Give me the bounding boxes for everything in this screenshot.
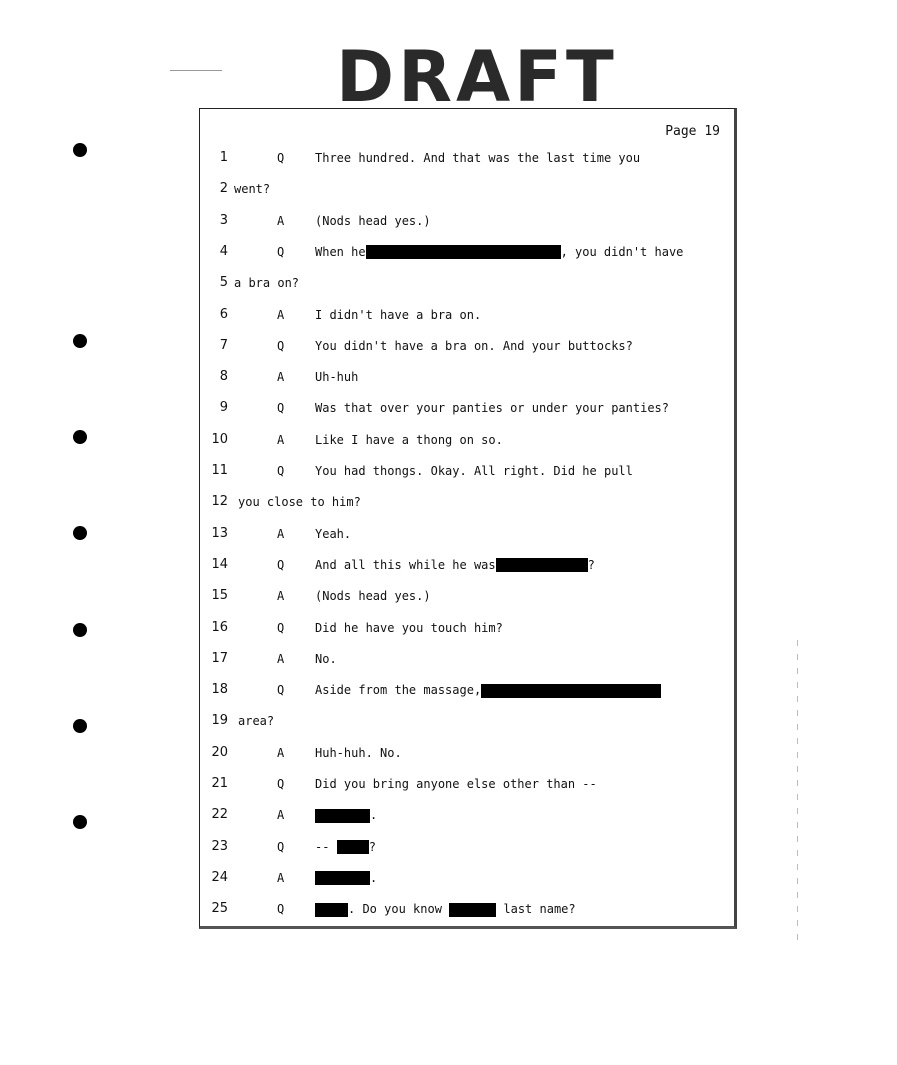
transcript-line — [200, 807, 720, 823]
transcript-line — [200, 713, 720, 729]
speaker-label: Q — [277, 839, 285, 854]
transcript-line — [200, 494, 720, 510]
line-number: 16 — [211, 619, 228, 635]
line-number: 24 — [211, 869, 228, 885]
transcript-line — [200, 400, 720, 416]
scan-edge-marks — [797, 640, 798, 940]
transcript-line — [200, 307, 720, 323]
speaker-label: A — [277, 432, 285, 447]
redaction-box — [315, 903, 348, 917]
speaker-label: A — [277, 213, 285, 228]
transcript-line — [200, 213, 720, 229]
transcript-line — [200, 557, 720, 573]
transcript-line — [200, 620, 720, 636]
speaker-label: Q — [277, 777, 285, 791]
transcript-line — [200, 588, 720, 604]
speaker-label: A — [277, 745, 285, 760]
line-number: 5 — [219, 275, 228, 291]
transcript-line — [200, 526, 720, 542]
binder-hole — [73, 334, 87, 348]
line-number: 10 — [211, 431, 228, 447]
binder-hole — [73, 430, 87, 444]
scan-mark — [170, 70, 222, 71]
redaction-box — [496, 558, 588, 572]
line-text: Yeah. — [315, 526, 352, 541]
redaction-box — [366, 245, 561, 259]
line-text: . — [315, 870, 377, 886]
line-number: 23 — [211, 838, 228, 854]
line-text: No. — [315, 651, 337, 666]
line-number: 1 — [219, 150, 228, 165]
line-number: 12 — [211, 494, 228, 510]
speaker-label: Q — [277, 401, 285, 416]
line-text: -- ? — [315, 839, 376, 854]
transcript-line — [200, 745, 720, 761]
line-number: 22 — [211, 807, 228, 823]
line-number: 2 — [219, 181, 228, 197]
transcript-line — [200, 432, 720, 448]
line-text: Three hundred. And that was the last time you — [315, 151, 641, 165]
line-number: 18 — [211, 682, 228, 698]
line-number: 13 — [211, 525, 228, 541]
line-text: I didn't have a bra on. — [315, 307, 482, 322]
line-number: 19 — [211, 713, 228, 729]
line-text: . — [315, 807, 377, 823]
transcript-line — [200, 682, 720, 698]
line-number: 21 — [211, 776, 228, 791]
line-number: 11 — [211, 463, 228, 478]
line-number: 9 — [219, 400, 228, 416]
transcript-page — [199, 108, 737, 929]
line-number: 14 — [211, 556, 228, 572]
line-text: went? — [234, 182, 271, 197]
transcript-line — [200, 369, 720, 385]
speaker-label: A — [277, 526, 285, 541]
line-text: When he , you didn't have — [315, 244, 684, 259]
line-text: You had thongs. Okay. All right. Did he pull — [315, 464, 633, 478]
transcript-line — [200, 275, 720, 291]
speaker-label: Q — [277, 244, 285, 259]
speaker-label: A — [277, 651, 285, 666]
binder-hole — [73, 719, 87, 733]
line-text: Aside from the massage, — [315, 682, 661, 698]
line-text: Huh-huh. No. — [315, 745, 402, 760]
line-number: 4 — [219, 243, 228, 259]
binder-hole — [73, 623, 87, 637]
transcript-line — [200, 463, 720, 479]
line-text: And all this while he was ? — [315, 557, 595, 572]
line-text: area? — [238, 714, 275, 729]
speaker-label: Q — [277, 338, 285, 353]
line-text: a bra on? — [234, 276, 300, 291]
speaker-label: Q — [277, 464, 285, 478]
line-text: Was that over your panties or under your panties? — [315, 401, 670, 416]
line-text: (Nods head yes.) — [315, 589, 431, 604]
speaker-label: Q — [277, 683, 285, 698]
transcript-line — [200, 839, 720, 855]
speaker-label: Q — [277, 151, 285, 165]
redaction-box — [315, 871, 370, 885]
line-text: You didn't have a bra on. And your buttocks? — [315, 338, 633, 353]
speaker-label: A — [277, 589, 285, 604]
speaker-label: Q — [277, 557, 285, 572]
transcript-line — [200, 870, 720, 886]
speaker-label: A — [277, 870, 285, 885]
transcript-line — [200, 150, 720, 166]
line-number: 3 — [219, 212, 228, 228]
speaker-label: A — [277, 307, 285, 322]
line-number: 6 — [219, 306, 228, 322]
line-text: . Do you know last name? — [315, 901, 576, 917]
line-text: (Nods head yes.) — [315, 213, 431, 228]
line-text: Did he have you touch him? — [315, 620, 503, 635]
binder-hole — [73, 815, 87, 829]
line-number: 8 — [219, 369, 228, 385]
speaker-label: Q — [277, 902, 285, 917]
redaction-box — [481, 684, 661, 698]
redaction-box — [315, 809, 370, 823]
transcript-line — [200, 338, 720, 354]
transcript-line — [200, 901, 720, 917]
transcript-line — [200, 244, 720, 260]
speaker-label: A — [277, 370, 285, 385]
line-number: 15 — [211, 588, 228, 604]
binder-hole — [73, 143, 87, 157]
redaction-box — [449, 903, 496, 917]
line-text: Uh-huh — [315, 370, 359, 385]
line-text: Did you bring anyone else other than -- — [315, 777, 597, 791]
transcript-line — [200, 181, 720, 197]
line-text: Like I have a thong on so. — [315, 432, 503, 447]
speaker-label: Q — [277, 620, 285, 635]
transcript-line — [200, 651, 720, 667]
line-number: 7 — [219, 337, 228, 353]
draft-stamp: DRAFT — [336, 36, 618, 118]
line-text: you close to him? — [238, 495, 361, 510]
page-number: Page 19 — [665, 124, 720, 139]
line-number: 17 — [211, 650, 228, 666]
transcript-line — [200, 776, 720, 792]
redaction-box — [337, 840, 369, 854]
line-number: 20 — [211, 744, 228, 760]
binder-hole — [73, 526, 87, 540]
line-number: 25 — [211, 901, 228, 917]
speaker-label: A — [277, 808, 285, 823]
